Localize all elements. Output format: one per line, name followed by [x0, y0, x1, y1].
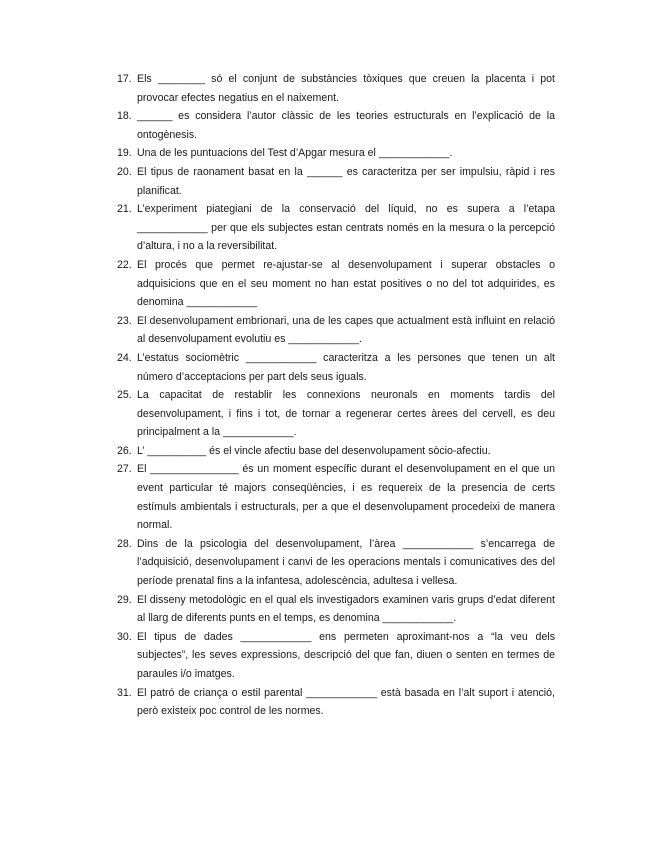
question-number: 17.: [117, 73, 132, 85]
question-item: [117, 386, 555, 442]
question-number: 29.: [117, 593, 132, 606]
question-text: El _______________ és un moment específic durant el desenvolupament en el que un event particular té majors conseqüències, i es requereix de la presencia de certs estímuls ambientals i estructurals, per a que el desenvolupament procedeixi de manera normal.: [137, 463, 555, 532]
question-text: El procés que permet re-ajustar-se al desenvolupament i superar obstacles o adquisicions que en el seu moment no han estat positives o no del tot adquirides, es denomina ____________: [137, 258, 555, 309]
question-list: [117, 70, 555, 721]
question-item: [117, 312, 555, 349]
question-number: 30.: [117, 630, 132, 643]
question-item: [117, 460, 555, 534]
question-text: Una de les puntuacions del Test d’Apgar mesura el ____________.: [137, 147, 453, 160]
question-number: 23.: [117, 314, 132, 327]
question-number: 25.: [117, 389, 132, 402]
question-number: 20.: [117, 165, 132, 178]
question-text: L’experiment piategiani de la conservació del líquid, no es supera a l’etapa ____________ per que els subjectes estan centrats només en la mesura o la percepció d’altura, i no a la reversibilitat.: [137, 203, 555, 253]
question-text: Dins de la psicologia del desenvolupament, l’àrea ____________ s’encarrega de l’adquisició, desenvolupament i canvi de les operacions mentals i comunicatives des del període prenatal fins a la infantesa, adolescència, adultesa i vellesa.: [137, 537, 555, 588]
question-number: 27.: [117, 463, 132, 476]
question-item: [117, 163, 555, 200]
question-item: [117, 200, 555, 256]
question-text: El tipus de raonament basat en la ______ es caracteritza per ser impulsiu, ràpid i res planificat.: [137, 165, 555, 197]
question-item: [117, 107, 555, 144]
question-number: 22.: [117, 258, 132, 271]
question-item: [117, 535, 555, 591]
question-text: El tipus de dades ____________ ens permeten aproximant-nos a “la veu dels subjectes”, les seves expressions, descripció del que fan, diuen o senten en termes de paraules i/o imatges.: [137, 630, 555, 680]
question-number: 18.: [117, 110, 132, 123]
question-text: El desenvolupament embrionari, una de les capes que actualment està influint en relació al desenvolupament evolutiu es ____________.: [137, 314, 555, 346]
question-item: [117, 256, 555, 312]
question-text: ______ es considera l’autor clàssic de les teories estructurals en l’explicació de la ontogènesis.: [137, 110, 555, 141]
question-item: [117, 349, 555, 386]
question-number: 28.: [117, 537, 132, 550]
question-number: 31.: [117, 686, 132, 699]
question-item: [117, 684, 555, 721]
question-number: 21.: [117, 203, 132, 216]
question-item: [117, 628, 555, 684]
question-text: El disseny metodològic en el qual els investigadors examinen varis grups d’edat diferent al llarg de diferents punts en el temps, es denomina ____________.: [137, 593, 555, 625]
question-item: [117, 442, 555, 461]
question-number: 26.: [117, 444, 132, 457]
question-text: L’estatus sociomètric ____________ caracteritza a les persones que tenen un alt número d’acceptacions per part dels seus iguals.: [137, 351, 555, 383]
question-text: El patró de criança o estil parental ____________ està basada en l’alt suport i atenció, però existeix poc control de les normes.: [137, 686, 555, 718]
question-text: La capacitat de restablir les connexions neuronals en moments tardis del desenvolupament, i fins i tot, de tornar a regenerar certes àrees del cervell, es deu principalment a la ____________.: [137, 389, 555, 439]
question-text: L’ __________ és el vincle afectiu base del desenvolupament sòcio-afectiu.: [137, 444, 491, 457]
question-item: [117, 144, 555, 163]
question-item: [117, 591, 555, 628]
question-number: 19.: [117, 147, 132, 160]
question-text: Els ________ só el conjunt de substàncies tòxiques que creuen la placenta i pot provocar efectes negatius en el naixement.: [137, 73, 555, 104]
question-item: [117, 70, 555, 107]
question-number: 24.: [117, 351, 132, 364]
